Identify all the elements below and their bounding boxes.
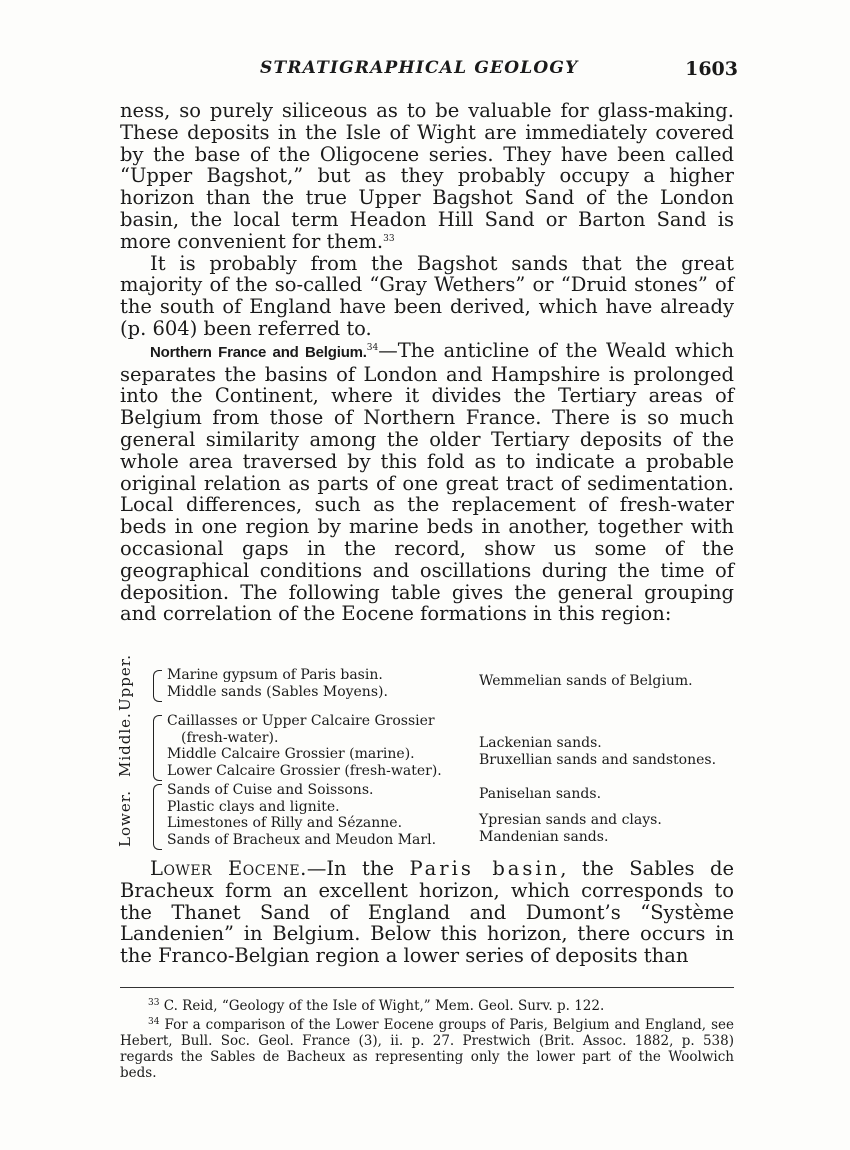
brace-upper <box>153 670 162 702</box>
paragraph-4-text: , the Sables de Bracheux form an excellent horizon, which corresponds to the Thanet Sand of England and Dumont’s “Système Landenien” in Belgium. Below this horizon, there occurs in the Franco-Belgian region a lower series of deposits than <box>120 857 734 968</box>
section-heading-northern-france: Northern France and Belgium. <box>150 343 367 361</box>
upper-right-1: Wemmelian sands of Belgium. <box>479 673 693 689</box>
footnote-34-text: For a comparison of the Lower Eocene groups of Paris, Belgium and England, see Hebert, Bull. Soc. Geol. France (3), ii. p. 27. Prestwich (Brit. Assoc. 1882, p. 538) regards the Sables de Bacheux as representing only the lower part of the Woolwich beds. <box>120 1017 734 1081</box>
upper-left-2: Middle sands (Sables Moyens). <box>167 683 388 700</box>
middle-left-2: (fresh-water). <box>181 729 279 746</box>
eocene-correlation-table <box>115 653 740 857</box>
lower-right-1: Paniselıan sands. <box>479 786 602 802</box>
upper-left-1: Marine gypsum of Paris basin. <box>167 667 383 683</box>
paragraph-3 <box>120 340 734 625</box>
group-label-middle: Middle. <box>116 712 134 777</box>
paragraph-2: It is probably from the Bagshot sands that the great majority of the so-called “Gray Wethers” or “Druid stones” of the south of England have been derived, which have already (p. 604) been referred to. <box>120 251 734 340</box>
body-text <box>120 100 734 625</box>
paragraph-1-text: ness, so purely siliceous as to be valuable for glass-making. These deposits in the Isle of Wight are immediately covered by the base of the Oligocene series. They have been called “Upper Bagshot,” but as they probably occupy a higher horizon than the true Upper Bagshot Sand of the London basin, the local term Headon Hill Sand or Barton Sand is more convenient for them. <box>120 99 734 253</box>
paragraph-3-text: —The anticline of the Weald which separates the basins of London and Hampshire is prolonged into the Continent, where it divides the Tertiary areas of Belgium from those of Northern France. There is so much general similarity among the older Tertiary deposits of the whole area traversed by this fold as to indicate a probable original relation as parts of one great tract of sedimentation. Local differences, such as the replacement of fresh-water beds in one region by marine beds in another, together with occasional gaps in the record, show us some of the geographical conditions and oscillations during the time of deposition. The following table gives the general grouping and correlation of the Eocene formations in this region: <box>120 338 735 626</box>
paragraph-4-spaced: Paris basin <box>409 857 561 880</box>
lower-right-3: Mandenian sands. <box>479 828 609 845</box>
brace-middle <box>153 715 162 781</box>
lower-right-2: Ypresian sands and clays. <box>479 812 662 828</box>
paragraph-1 <box>120 100 734 253</box>
footnote-ref-33: 33 <box>383 233 395 244</box>
footnote-33 <box>120 995 734 1014</box>
body-text-continued <box>120 858 734 967</box>
brace-lower <box>153 784 162 850</box>
group-label-lower: Lower. <box>116 790 134 847</box>
group-label-upper: Upper. <box>116 653 134 711</box>
paragraph-4 <box>120 858 734 967</box>
middle-left-3: Middle Calcaire Grossier (marine). <box>167 746 415 763</box>
page-number: 1603 <box>685 58 738 80</box>
footnote-ref-34: 34 <box>366 342 379 353</box>
running-head: STRATIGRAPHICAL GEOLOGY <box>260 58 579 78</box>
lower-left-1: Sands of Cuise and Soissons. <box>167 782 374 798</box>
footnotes <box>120 995 734 1081</box>
section-heading-lower-eocene: Lower Eocene. <box>150 857 307 880</box>
footnote-33-text: C. Reid, “Geology of the Isle of Wight,” Mem. Geol. Surv. p. 122. <box>163 998 605 1014</box>
lower-left-4: Sands of Bracheux and Meudon Marl. <box>167 831 437 848</box>
footnote-rule <box>120 987 734 988</box>
paragraph-4-lead: —In the <box>306 857 410 880</box>
middle-left-1: Caillasses or Upper Calcaire Grossier <box>167 713 435 729</box>
middle-left-4: Lower Calcaire Grossier (fresh-water). <box>167 762 442 779</box>
lower-left-2: Plastic clays and lignite. <box>167 798 340 815</box>
footnote-mark-34: 34 <box>148 1017 160 1027</box>
lower-left-3: Limestones of Rilly and Sézanne. <box>167 815 403 832</box>
middle-right-1: Lackenian sands. <box>479 735 602 751</box>
middle-right-2: Bruxellian sands and sandstones. <box>479 751 717 768</box>
page-header <box>120 58 738 88</box>
footnote-mark-33: 33 <box>148 998 160 1008</box>
footnote-34 <box>120 1014 734 1081</box>
